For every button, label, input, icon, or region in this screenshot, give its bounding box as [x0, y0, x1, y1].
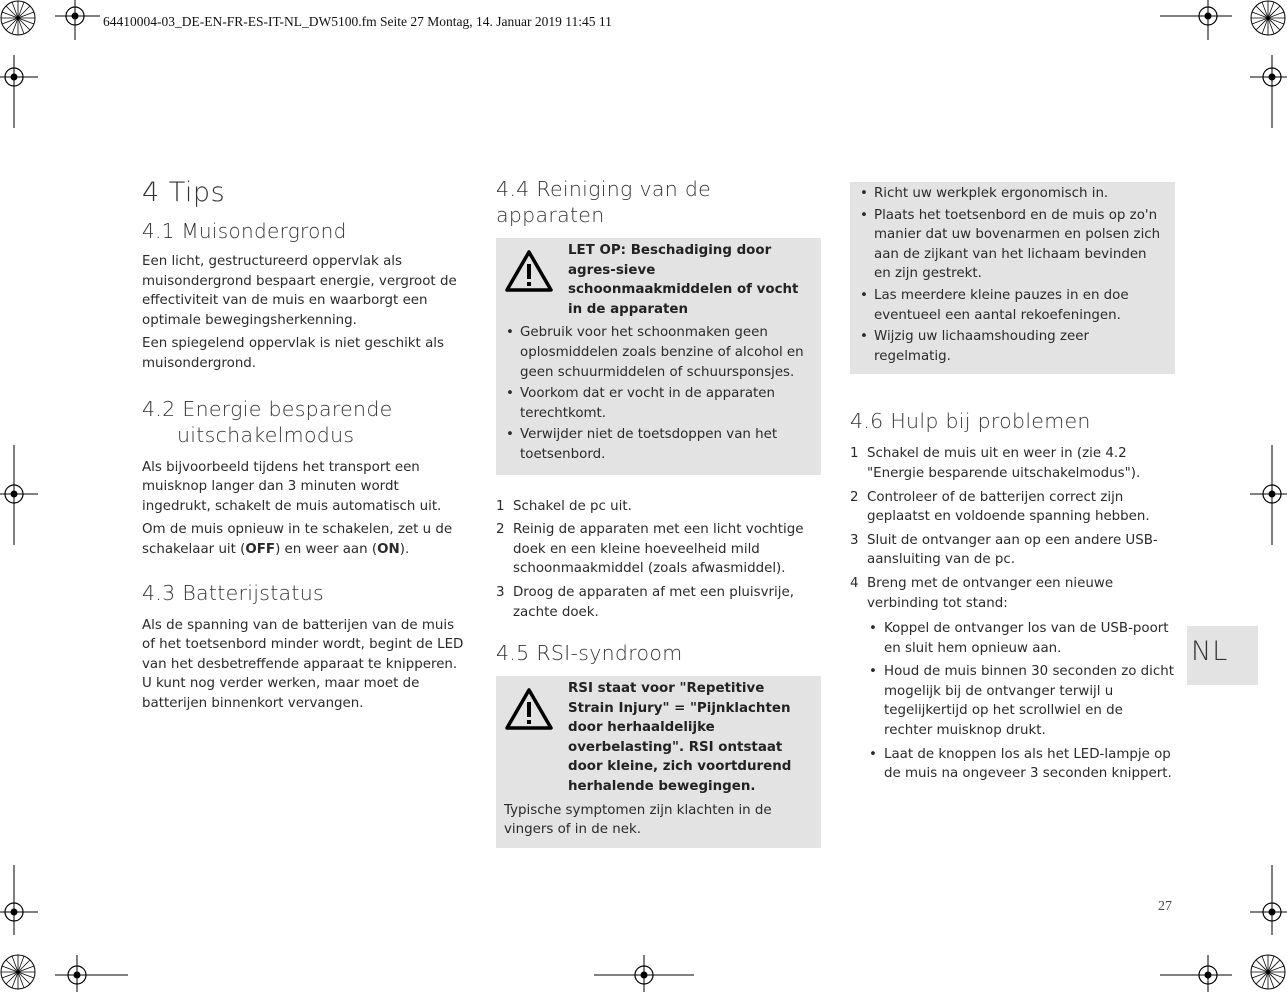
- warning-box: [496, 238, 821, 475]
- list-item: • Gebruik voor het schoonmaken geen oplosmiddelen zoals benzine of alcohol en geen schuurmiddelen of schuursponsjes.: [504, 323, 813, 382]
- section-heading: 4.4 Reiniging van de apparaten: [496, 177, 712, 227]
- section-number: 4.2: [142, 396, 183, 421]
- section-heading: 4.1 Muisondergrond: [142, 219, 347, 243]
- warning-list: [504, 323, 813, 464]
- step-item: [850, 488, 1175, 527]
- step-number: 3: [850, 532, 859, 548]
- step-number: 4: [850, 575, 859, 591]
- warning-triangle-icon: [504, 679, 556, 797]
- tips-list: [858, 184, 1167, 366]
- step-text: Schakel de muis uit en weer in (zie 4.2 "Energie besparende uitschakelmodus").: [867, 446, 1141, 481]
- warning-box: [496, 676, 821, 848]
- step-number: 2: [496, 522, 505, 538]
- list-item: • Laat de knoppen los als het LED-lampje op de muis na ongeveer 3 seconden knippert.: [867, 745, 1175, 784]
- registration-cross-icon: [0, 480, 28, 508]
- language-tab: NL: [1187, 626, 1258, 685]
- warning-text: Typische symptomen zijn klachten in de vingers of in de nek.: [504, 802, 772, 838]
- section-heading: 4.5 RSI-syndroom: [496, 641, 683, 666]
- list-item: • Verwijder niet de toetsdoppen van het toetsenbord.: [504, 425, 813, 464]
- registration-cross-icon: [630, 961, 658, 989]
- step-number: 1: [850, 446, 859, 462]
- step-item: [850, 574, 1175, 784]
- registration-wheel-icon: [1, 1, 35, 35]
- step-item: [850, 444, 1175, 483]
- registration-cross-icon: [1194, 2, 1222, 30]
- warning-header: [504, 241, 813, 319]
- column-right: [850, 182, 1175, 788]
- warning-header: [504, 679, 813, 797]
- tips-box: [850, 182, 1175, 374]
- list-item: • Wijzig uw lichaamshouding zeer regelmatig.: [858, 327, 1167, 366]
- paragraph: [142, 520, 467, 559]
- warning-triangle-icon: [504, 241, 556, 319]
- list-item: • Houd de muis binnen 30 seconden zo dicht mogelijk bij de ontvanger terwijl u tegelijkertijd op het scrollwiel en de rechter muisknop drukt.: [867, 662, 1175, 740]
- section-heading: [142, 396, 467, 448]
- step-item: [496, 583, 821, 622]
- paragraph: Een spiegelend oppervlak is niet geschikt als muisondergrond.: [142, 336, 444, 371]
- print-header: 64410004-03_DE-EN-FR-ES-IT-NL_DW5100.fm Seite 27 Montag, 14. Januar 2019 11:45 11: [103, 14, 612, 29]
- paragraph: Een licht, gestructureerd oppervlak als muisondergrond bespaart energie, vergroot de effectiviteit van de muis en waarborgt een optimale bewegingsherkenning.: [142, 254, 457, 328]
- step-text: Controleer of de batterijen correct zijn geplaatst en voldoende spanning hebben.: [867, 489, 1150, 525]
- text-run: Om de muis opnieuw in te schakelen, zet u de schakelaar uit (: [142, 522, 453, 557]
- registration-cross-icon: [61, 2, 89, 30]
- paragraph: Als bijvoorbeeld tijdens het transport een muisknop langer dan 3 minuten wordt ingedrukt, schakelt de muis automatisch uit.: [142, 459, 442, 514]
- list-item: • Plaats het toetsenbord en de muis op zo'n manier dat uw bovenarmen en polsen zich aan de zijkant van het lichaam bevinden en zijn gestrekt.: [858, 206, 1167, 284]
- list-item: • Koppel de ontvanger los van de USB-poort en sluit hem opnieuw aan.: [867, 619, 1175, 658]
- registration-cross-icon: [1258, 63, 1286, 91]
- step-text: Breng met de ontvanger een nieuwe verbinding tot stand:: [867, 575, 1114, 611]
- step-number: 3: [496, 584, 505, 600]
- list-item: • Las meerdere kleine pauzes in en doe eventueel een aantal rekoefeningen.: [858, 286, 1167, 325]
- sub-list: [867, 619, 1175, 784]
- section-heading: 4.6 Hulp bij problemen: [850, 409, 1091, 434]
- step-item: [850, 531, 1175, 570]
- step-text: Sluit de ontvanger aan op een andere USB-aansluiting van de pc.: [867, 532, 1158, 568]
- column-left: [142, 176, 467, 718]
- cleaning-steps: [496, 497, 821, 623]
- page-title: 4 Tips: [142, 177, 226, 208]
- switch-on-label: ON: [377, 541, 400, 557]
- step-item: [496, 497, 821, 517]
- step-text: Droog de apparaten af met een pluisvrije, zachte doek.: [513, 584, 794, 620]
- registration-cross-icon: [1258, 898, 1286, 926]
- section-heading: 4.3 Batterijstatus: [142, 580, 325, 605]
- registration-cross-icon: [1258, 480, 1286, 508]
- section-title: Energie besparende uitschakelmodus: [177, 396, 393, 447]
- warning-title: RSI staat voor "Repetitive Strain Injury" = "Pijnklachten door herhaaldelijke overbelasting". RSI ontstaat door kleine, zich voortdurend herhalende bewegingen.: [568, 681, 792, 795]
- registration-cross-icon: [0, 898, 28, 926]
- switch-off-label: OFF: [245, 541, 276, 557]
- registration-wheel-icon: [1251, 955, 1285, 989]
- list-item: • Richt uw werkplek ergonomisch in.: [858, 184, 1167, 204]
- registration-cross-icon: [0, 63, 28, 91]
- page-number: 27: [1158, 899, 1172, 914]
- registration-wheel-icon: [1, 955, 35, 989]
- column-middle: [496, 176, 821, 848]
- warning-title: LET OP: Beschadiging door agres-sieve schoonmaakmiddelen of vocht in de apparaten: [568, 243, 799, 317]
- troubleshooting-steps: [850, 444, 1175, 784]
- step-number: 1: [496, 498, 505, 514]
- step-text: Schakel de pc uit.: [513, 498, 632, 514]
- paragraph: Als de spanning van de batterijen van de muis of het toetsenbord minder wordt, begint de LED van het desbetreffende apparaat te knipperen. U kunt nog verder werken, maar moet de batterijen binnenkort vervangen.: [142, 617, 464, 711]
- registration-cross-icon: [1194, 961, 1222, 989]
- step-text: Reinig de apparaten met een licht vochtige doek en een kleine hoeveelheid mild schoonmaakmiddel (zoals afwasmiddel).: [513, 522, 804, 577]
- registration-wheel-icon: [1251, 1, 1285, 35]
- text-run: ) en weer aan (: [275, 541, 378, 557]
- registration-cross-icon: [63, 961, 91, 989]
- step-item: [496, 520, 821, 579]
- text-run: ).: [399, 541, 410, 557]
- list-item: • Voorkom dat er vocht in de apparaten terechtkomt.: [504, 384, 813, 423]
- step-number: 2: [850, 489, 859, 505]
